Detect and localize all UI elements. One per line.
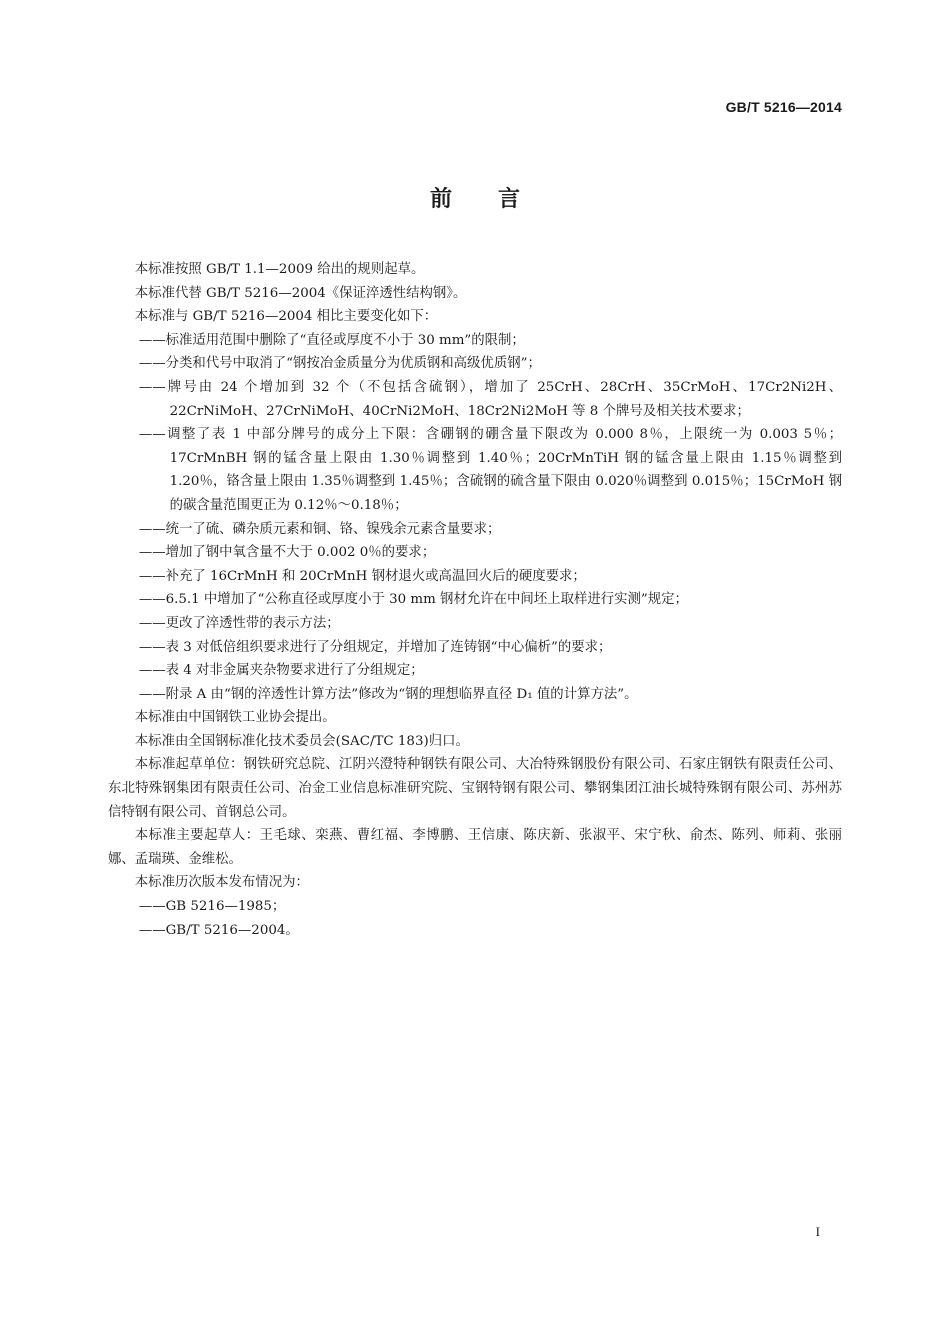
change-item: ——分类和代号中取消了“钢按冶金质量分为优质钢和高级优质钢”； — [138, 356, 541, 372]
change-item: ——表 3 对低倍组织要求进行了分组规定，并增加了连铸钢“中心偏析”的要求； — [138, 639, 612, 655]
standard-number: GB/T 5216—2014 — [725, 99, 842, 115]
change-item: ——增加了钢中氧含量不大于 0.002 0％的要求； — [138, 545, 436, 561]
paragraph: 本标准由全国钢标准化技术委员会(SAC/TC 183)归口。 — [134, 733, 469, 749]
change-item: ——表 4 对非金属夹杂物要求进行了分组规定； — [138, 663, 424, 679]
paragraph: 本标准主要起草人：王毛球、栾燕、曹红福、李博鹏、王信康、陈庆新、张淑平、宋宁秋、俞杰、陈列、师莉、张丽娜、孟瑞瑛、金维松。 — [108, 828, 842, 867]
page-title: 前言 — [429, 187, 566, 212]
change-item: ——更改了淬透性带的表示方法； — [138, 615, 340, 631]
change-item: ——牌号由 24 个增加到 32 个（不包括含硫钢），增加了 25CrH、28CrH、35CrMoH、17Cr2Ni2H、22CrNiMoH、27CrNiMoH、40CrNi2MoH、18Cr2Ni2MoH 等 8 个牌号及相关技术要求； — [138, 379, 842, 419]
change-item: ——6.5.1 中增加了“公称直径或厚度小于 30 mm 钢材允许在中间坯上取样进行实测”规定； — [138, 592, 688, 608]
paragraph: 本标准代替 GB/T 5216—2004《保证淬透性结构钢》。 — [134, 285, 467, 301]
change-item: ——标准适用范围中删除了“直径或厚度不小于 30 mm”的限制； — [138, 332, 525, 348]
paragraph: 本标准与 GB/T 5216—2004 相比主要变化如下： — [134, 309, 438, 325]
paragraph: 本标准由中国钢铁工业协会提出。 — [134, 710, 336, 726]
change-item: ——补充了 16CrMnH 和 20CrMnH 钢材退火或高温回火后的硬度要求； — [138, 568, 586, 584]
edition-item: ——GB 5216—1985； — [138, 899, 286, 915]
paragraph: 本标准历次版本发布情况为： — [134, 875, 309, 891]
edition-item: ——GB/T 5216—2004。 — [138, 922, 299, 938]
change-item: ——调整了表 1 中部分牌号的成分上下限：含硼钢的硼含量下限改为 0.000 8％，上限统一为 0.003 5％；17CrMnBH 钢的锰含量上限由 1.30％调整到 1.40％；20CrMnTiH 钢的锰含量上限由 1.15％调整到 1.20％，铬含量上限由 1.35％调整到 1.45％；含硫钢的硫含量下限由 0.020％调整到 0.015％；15CrMoH 钢的碳含量范围更正为 0.12％～0.18％； — [138, 427, 842, 513]
paragraph: 本标准起草单位：钢铁研究总院、江阴兴澄特种钢铁有限公司、大冶特殊钢股份有限公司、石家庄钢铁有限责任公司、东北特殊钢集团有限责任公司、冶金工业信息标准研究院、宝钢特钢有限公司、攀钢集团江油长城特殊钢有限公司、苏州苏信特钢有限公司、首钢总公司。 — [108, 757, 842, 820]
change-item: ——统一了硫、磷杂质元素和铜、铬、镍残余元素含量要求； — [138, 521, 501, 537]
change-item: ——附录 A 由“钢的淬透性计算方法”修改为“钢的理想临界直径 D₁ 值的计算方法”。 — [138, 686, 638, 702]
page-number: I — [815, 1224, 820, 1239]
paragraph: 本标准按照 GB/T 1.1—2009 给出的规则起草。 — [134, 262, 425, 277]
foreword-body — [108, 258, 842, 942]
